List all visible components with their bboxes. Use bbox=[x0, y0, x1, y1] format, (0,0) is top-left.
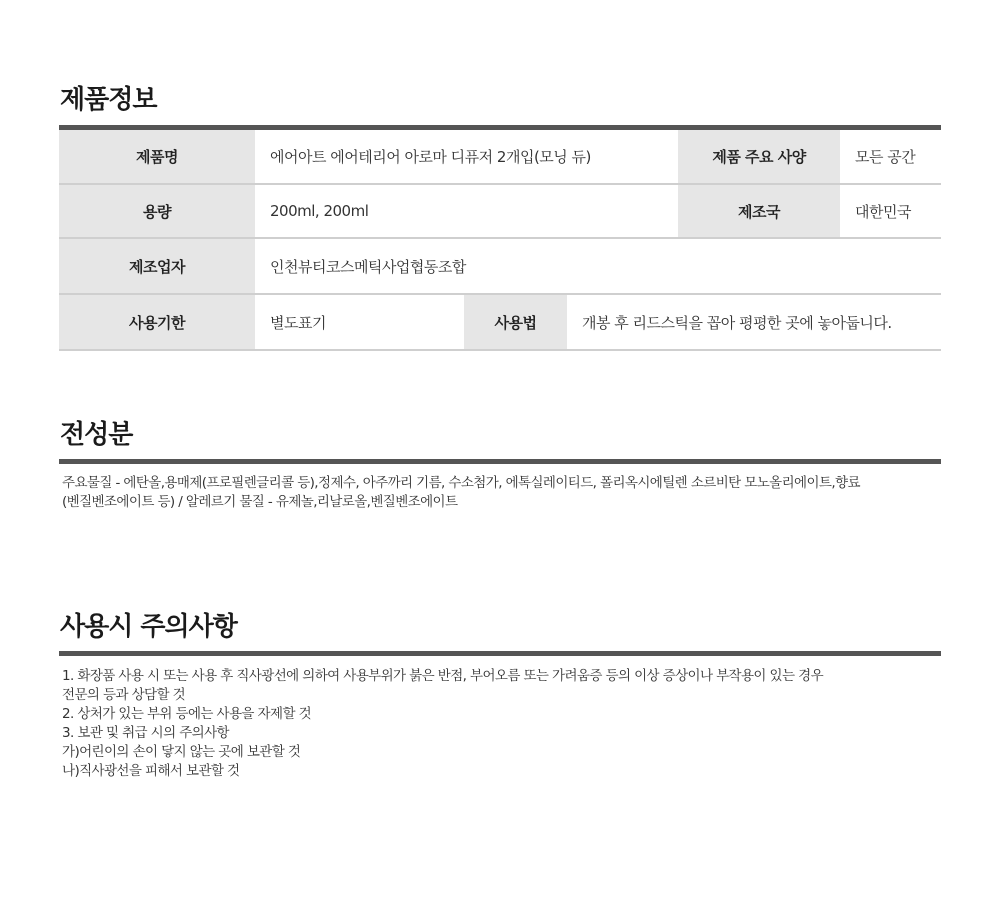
table-row bbox=[59, 294, 941, 350]
manufacturer-value: 인천뷰티코스메틱사업협동조합 bbox=[255, 238, 941, 294]
product-name-label: 제품명 bbox=[59, 130, 255, 184]
product-info-title: 제품정보 bbox=[60, 85, 157, 115]
product-spec-label: 제품 주요 사양 bbox=[678, 130, 840, 184]
caution-line: 나)직사광선을 피해서 보관할 것 bbox=[62, 763, 240, 779]
table-row bbox=[59, 130, 941, 184]
caution-line: 2. 상처가 있는 부위 등에는 사용을 자제할 것 bbox=[62, 706, 312, 722]
product-spec-value: 모든 공간 bbox=[840, 130, 941, 184]
ingredients-line: (벤질벤조에이트 등) / 알레르기 물질 - 유제놀,리날로올,벤질벤조에이트 bbox=[62, 494, 458, 510]
caution-line: 전문의 등과 상담할 것 bbox=[62, 687, 186, 703]
ingredients-divider bbox=[59, 459, 941, 464]
volume-label: 용량 bbox=[59, 184, 255, 238]
expiry-label: 사용기한 bbox=[59, 294, 255, 350]
ingredients-text bbox=[62, 474, 942, 512]
cautions-text bbox=[62, 667, 942, 781]
cautions-divider bbox=[59, 651, 941, 656]
cautions-title: 사용시 주의사항 bbox=[60, 612, 237, 642]
usage-label: 사용법 bbox=[464, 294, 567, 350]
product-info-table bbox=[59, 130, 941, 351]
volume-value: 200ml, 200ml bbox=[255, 184, 678, 238]
caution-line: 1. 화장품 사용 시 또는 사용 후 직사광선에 의하여 사용부위가 붉은 반점, 부어오름 또는 가려움증 등의 이상 증상이나 부작용이 있는 경우 bbox=[62, 668, 824, 684]
country-value: 대한민국 bbox=[840, 184, 941, 238]
product-name-value: 에어아트 에어테리어 아로마 디퓨저 2개입(모닝 듀) bbox=[255, 130, 678, 184]
manufacturer-label: 제조업자 bbox=[59, 238, 255, 294]
caution-line: 3. 보관 및 취급 시의 주의사항 bbox=[62, 725, 229, 741]
usage-value: 개봉 후 리드스틱을 꼽아 평평한 곳에 놓아둡니다. bbox=[567, 294, 941, 350]
country-label: 제조국 bbox=[678, 184, 840, 238]
expiry-value: 별도표기 bbox=[255, 294, 464, 350]
caution-line: 가)어린이의 손이 닿지 않는 곳에 보관할 것 bbox=[62, 744, 301, 760]
table-row bbox=[59, 238, 941, 294]
ingredients-title: 전성분 bbox=[60, 420, 133, 450]
ingredients-line: 주요물질 - 에탄올,용매제(프로필렌글리콜 등),정제수, 아주까리 기름, 수소첨가, 에톡실레이티드, 폴리옥시에틸렌 소르비탄 모노올리에이트,향료 bbox=[62, 475, 860, 491]
table-row bbox=[59, 184, 941, 238]
